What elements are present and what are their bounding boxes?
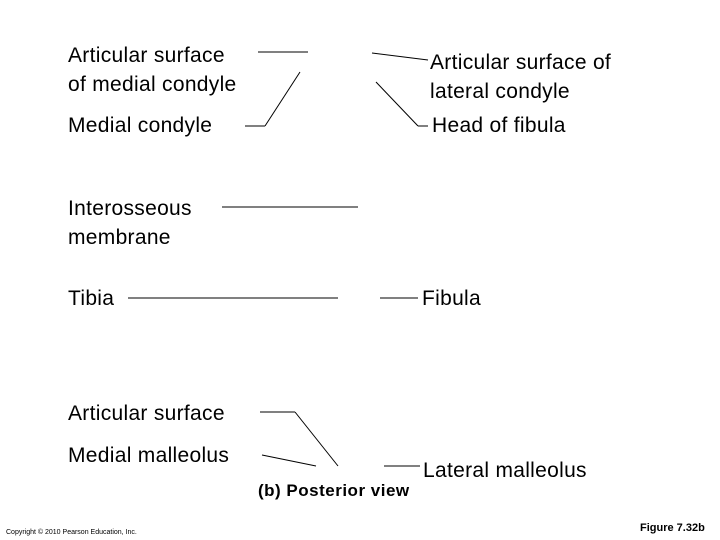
label-interosseous-membrane <box>68 194 192 252</box>
leader-articular-lateral <box>372 53 428 60</box>
label-line-2: of medial condyle <box>68 73 237 96</box>
label-medial-malleolus: Medial malleolus <box>68 444 230 467</box>
label-articular-surface-distal: Articular surface <box>68 402 225 425</box>
copyright-notice: Copyright © 2010 Pearson Education, Inc. <box>6 529 137 536</box>
label-medial-condyle: Medial condyle <box>68 114 213 137</box>
label-fibula: Fibula <box>422 287 481 310</box>
leader-articular-distal-diag <box>295 412 338 466</box>
leader-medial-condyle-diag <box>265 72 300 126</box>
label-head-of-fibula: Head of fibula <box>432 114 566 137</box>
label-line-2: membrane <box>68 226 171 249</box>
label-line-1: Articular surface of <box>430 51 612 74</box>
label-articular-surface-medial-condyle <box>68 41 237 99</box>
label-articular-surface-lateral-condyle <box>430 48 611 106</box>
leader-medial-malleolus <box>262 455 316 466</box>
figure-number: Figure 7.32b <box>640 522 705 534</box>
label-tibia: Tibia <box>68 287 115 310</box>
label-line-1: Articular surface <box>68 44 225 67</box>
label-line-2: lateral condyle <box>430 80 570 103</box>
view-caption: (b) Posterior view <box>258 481 410 500</box>
label-line-1: Interosseous <box>68 197 192 220</box>
leader-head-fibula-diag <box>376 82 418 126</box>
label-lateral-malleolus: Lateral malleolus <box>423 459 587 482</box>
